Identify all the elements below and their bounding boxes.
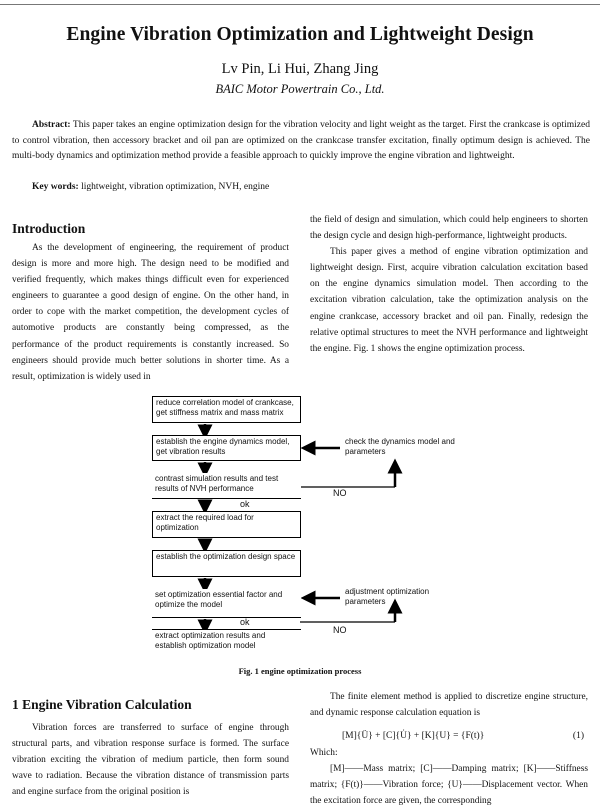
flow-side-adjust-parameters: adjustment optimization parameters: [345, 587, 430, 606]
introduction-heading: Introduction: [12, 221, 86, 236]
section1-definitions: [310, 745, 588, 809]
flow-box-1: reduce correlation model of crankcase, get stiffness matrix and mass matrix: [152, 396, 301, 423]
introduction-paragraph-1: As the development of engineering, the requirement of product design is more and more high. The design need to be modified and verified frequently, which makes things difficult even for experienced engineers to guarantee a good design of engine. On the other hand, in order to cope with the market competition, the development cycles of automotive products are constantly being compressed, as the performance of the product requirements is constantly increased. So engineers should provide much better solutions in shorter time. As a result, optimization is widely used in: [12, 243, 289, 382]
flow-ok-label-2: ok: [240, 617, 250, 627]
flow-ok-label-1: ok: [240, 499, 250, 509]
flow-box-2: establish the engine dynamics model, get vibration results: [152, 435, 301, 461]
keywords-text: lightweight, vibration optimization, NVH, engine: [81, 182, 270, 192]
paper-authors: Lv Pin, Li Hui, Zhang Jing: [221, 61, 379, 77]
flow-box-5: establish the optimization design space: [152, 550, 301, 577]
figure-caption: Fig. 1 engine optimization process: [238, 666, 362, 676]
equation-1: [318, 731, 588, 741]
which-label: Which:: [310, 748, 338, 758]
equation-1-number: (1): [572, 731, 584, 741]
flow-box-6: set optimization essential factor and optimize the model: [152, 589, 301, 618]
flow-box-3: contrast simulation results and test results of NVH performance: [152, 473, 301, 499]
abstract-label: Abstract:: [32, 120, 71, 130]
introduction-paragraph-3: This paper gives a method of engine vibration optimization and lightweight design. First, acquire vibration calculation excitation based on the engine dynamics simulation model. Then according to the excitation vibration calculation, take the optimization analysis on the engine crankcase, accessory bracket and oil pan. Finally, redesign the relative optimal structures to meet the NVH performance and lightweight the engine. Fig. 1 shows the engine optimization process.: [310, 247, 588, 354]
flow-no-label-2: NO: [333, 625, 347, 635]
section1-paragraph-1: Vibration forces are transferred to surface of engine through structural parts, and vibration response surface is formed. The surface vibration exciting the vibration of medium particle, then form sound wave to radiation. Because the vibration distance of transmission parts and engine surface from the original position is: [12, 723, 289, 798]
paper-title: Engine Vibration Optimization and Lightweight Design: [66, 24, 534, 45]
section1-paragraph-2: The finite element method is applied to discretize engine structure, and dynamic response calculation equation is: [310, 692, 588, 719]
flow-no-label-1: NO: [333, 488, 347, 498]
flow-box-4: extract the required load for optimization: [152, 511, 301, 538]
abstract-text: This paper takes an engine optimization design for the vibration velocity and light weight as the target. First the crankcase is optimized to control vibration, then accessory bracket and oil pan are optimized on the crankcase transfer excitation, finally optimum design is achieved. The multi-body dynamics and optimization method provide a feasible approach to quickly improve the engine vibration and lightweight.: [12, 120, 590, 161]
flow-side-check-dynamics: check the dynamics model and parameters: [345, 437, 455, 456]
paper-affiliation: BAIC Motor Powertrain Co., Ltd.: [215, 82, 385, 96]
section1-left-column: [12, 720, 289, 800]
equation-1-body: [M]{Ü} + [C]{U̇} + [K]{U} = {F(t)}: [342, 731, 485, 741]
introduction-paragraph-2: the field of design and simulation, which could help engineers to shorten the design cycle and design high-performance, lightweight products.: [310, 215, 588, 242]
keywords-label: Key words:: [32, 182, 79, 192]
section1-right-column: [310, 689, 588, 721]
section1-heading: 1 Engine Vibration Calculation: [12, 697, 192, 712]
matrix-definitions: [M]——Mass matrix; [C]——Damping matrix; [K]——Stiffness matrix; {F(t)}——Vibration force; {U}——Displacement vector. When the excitation force are given, the corresponding: [310, 764, 588, 807]
flow-box-7: extract optimization results and establish optimization model: [152, 629, 301, 655]
